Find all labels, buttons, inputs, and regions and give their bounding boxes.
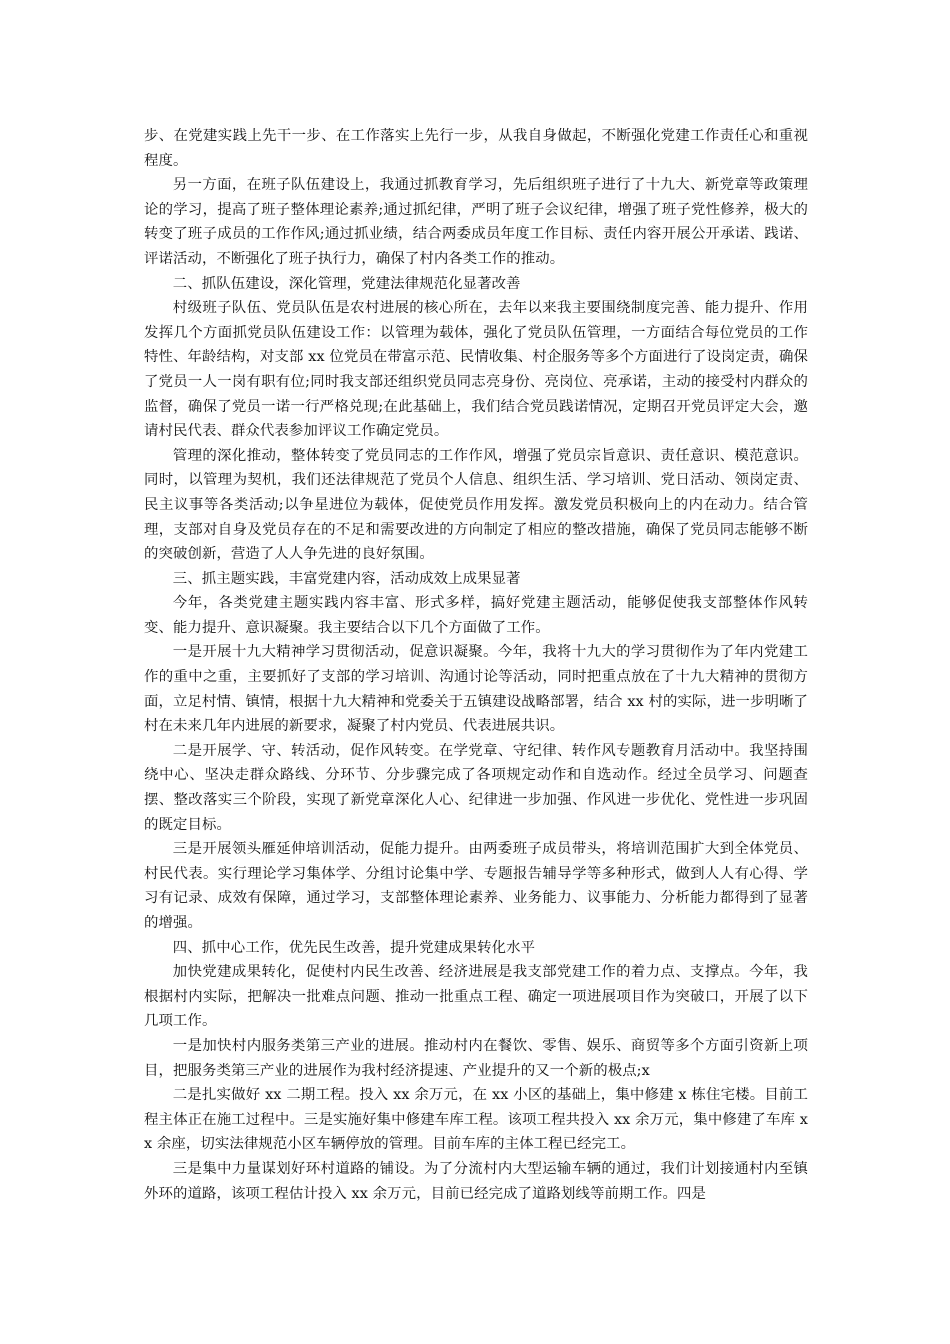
paragraph: 今年，各类党建主题实践内容丰富、形式多样，搞好党建主题活动，能够促使我支部整体作风转变、能力提升、意识凝聚。我主要结合以下几个方面做了工作。 [144,595,808,636]
paragraph: 二是开展学、守、转活动，促作风转变。在学党章、守纪律、转作风专题教育月活动中。我坚持围绕中心、坚决走群众路线、分环节、分步骤完成了各项规定动作和自选动作。经过全员学习、问题查摆、整改落实三个阶段，实现了新党章深化人心、纪律进一步加强、作风进一步优化、党性进一步巩固的既定目标。 [144,742,808,833]
paragraph: 村级班子队伍、党员队伍是农村进展的核心所在，去年以来我主要围绕制度完善、能力提升、作用发挥几个方面抓党员队伍建设工作：以管理为载体，强化了党员队伍管理，一方面结合每位党员的工作特性、年龄结构，对支部 xx 位党员在带富示范、民情收集、村企服务等多个方面进行了设岗定责，确保了党员一人一岗有职有位;同时我支部还组织党员同志亮身份、亮岗位、亮承诺，主动的接受村内群众的监督，确保了党员一诺一行严格兑现;在此基础上，我们结合党员践诺情况，定期召开党员评定大会，邀请村民代表、群众代表参加评议工作确定党员。 [144,300,808,440]
paragraph: 一是加快村内服务类第三产业的进展。推动村内在餐饮、零售、娱乐、商贸等多个方面引资新上项目，把服务类第三产业的进展作为我村经济提速、产业提升的又一个新的极点;x [144,1037,808,1079]
paragraph: 加快党建成果转化，促使村内民生改善、经济进展是我支部党建工作的着力点、支撑点。今年，我根据村内实际，把解决一批难点问题、推动一批重点工程、确定一项进展项目作为突破口，开展了以下几项工作。 [144,964,808,1030]
paragraph: 管理的深化推动，整体转变了党员同志的工作作风，增强了党员宗旨意识、责任意识、模范意识。同时，以管理为契机，我们还法律规范了党员个人信息、组织生活、学习培训、党日活动、领岗定责、民主议事等各类活动;以争星进位为载体，促使党员作用发挥。激发党员积极向上的内在动力。结合管理，支部对自身及党员存在的不足和需要改进的方向制定了相应的整改措施，确保了党员同志能够不断的突破创新，营造了人人争先进的良好氛围。 [144,447,808,563]
paragraph: 步、在党建实践上先干一步、在工作落实上先行一步，从我自身做起，不断强化党建工作责任心和重视程度。 [144,128,808,169]
document-body [144,124,808,1206]
section-heading: 二、抓队伍建设，深化管理，党建法律规范化显著改善 [172,275,521,292]
section-heading: 四、抓中心工作，优先民生改善，提升党建成果转化水平 [172,939,536,956]
paragraph: 三是集中力量谋划好环村道路的铺设。为了分流村内大型运输车辆的通过，我们计划接通村内至镇外环的道路，该项工程估计投入 xx 余万元，目前已经完成了道路划线等前期工作。四是 [144,1160,808,1202]
section-heading: 三、抓主题实践，丰富党建内容，活动成效上成果显著 [172,570,521,587]
paragraph: 另一方面，在班子队伍建设上，我通过抓教育学习，先后组织班子进行了十九大、新党章等政策理论的学习，提高了班子整体理论素养;通过抓纪律，严明了班子会议纪律，增强了班子党性修养，极大的转变了班子成员的工作作风;通过抓业绩，结合两委成员年度工作目标、责任内容开展公开承诺、践诺、评诺活动，不断强化了班子执行力，确保了村内各类工作的推动。 [144,177,808,267]
paragraph: 一是开展十九大精神学习贯彻活动，促意识凝聚。今年，我将十九大的学习贯彻作为了年内党建工作的重中之重，主要抓好了支部的学习培训、沟通讨论等活动，同时把重点放在了十九大精神的贯彻方面，立足村情、镇情，根据十九大精神和党委关于五镇建设战略部署，结合 xx 村的实际，进一步明晰了村在未来几年内进展的新要求，凝聚了村内党员、代表进展共识。 [144,644,808,735]
paragraph: 三是开展领头雁延伸培训活动，促能力提升。由两委班子成员带头，将培训范围扩大到全体党员、村民代表。实行理论学习集体学、分组讨论集中学、专题报告辅导学等多种形式，做到人人有心得、学习有记录、成效有保障，通过学习，支部整体理论素养、业务能力、议事能力、分析能力都得到了显著的增强。 [144,841,808,931]
paragraph: 二是扎实做好 xx 二期工程。投入 xx 余万元，在 xx 小区的基础上，集中修建 x 栋住宅楼。目前工程主体正在施工过程中。三是实施好集中修建车库工程。该项工程共投入 xx 余万元，集中修建了车库 xx 余座，切实法律规范小区车辆停放的管理。目前车库的主体工程已经完工。 [144,1087,808,1153]
